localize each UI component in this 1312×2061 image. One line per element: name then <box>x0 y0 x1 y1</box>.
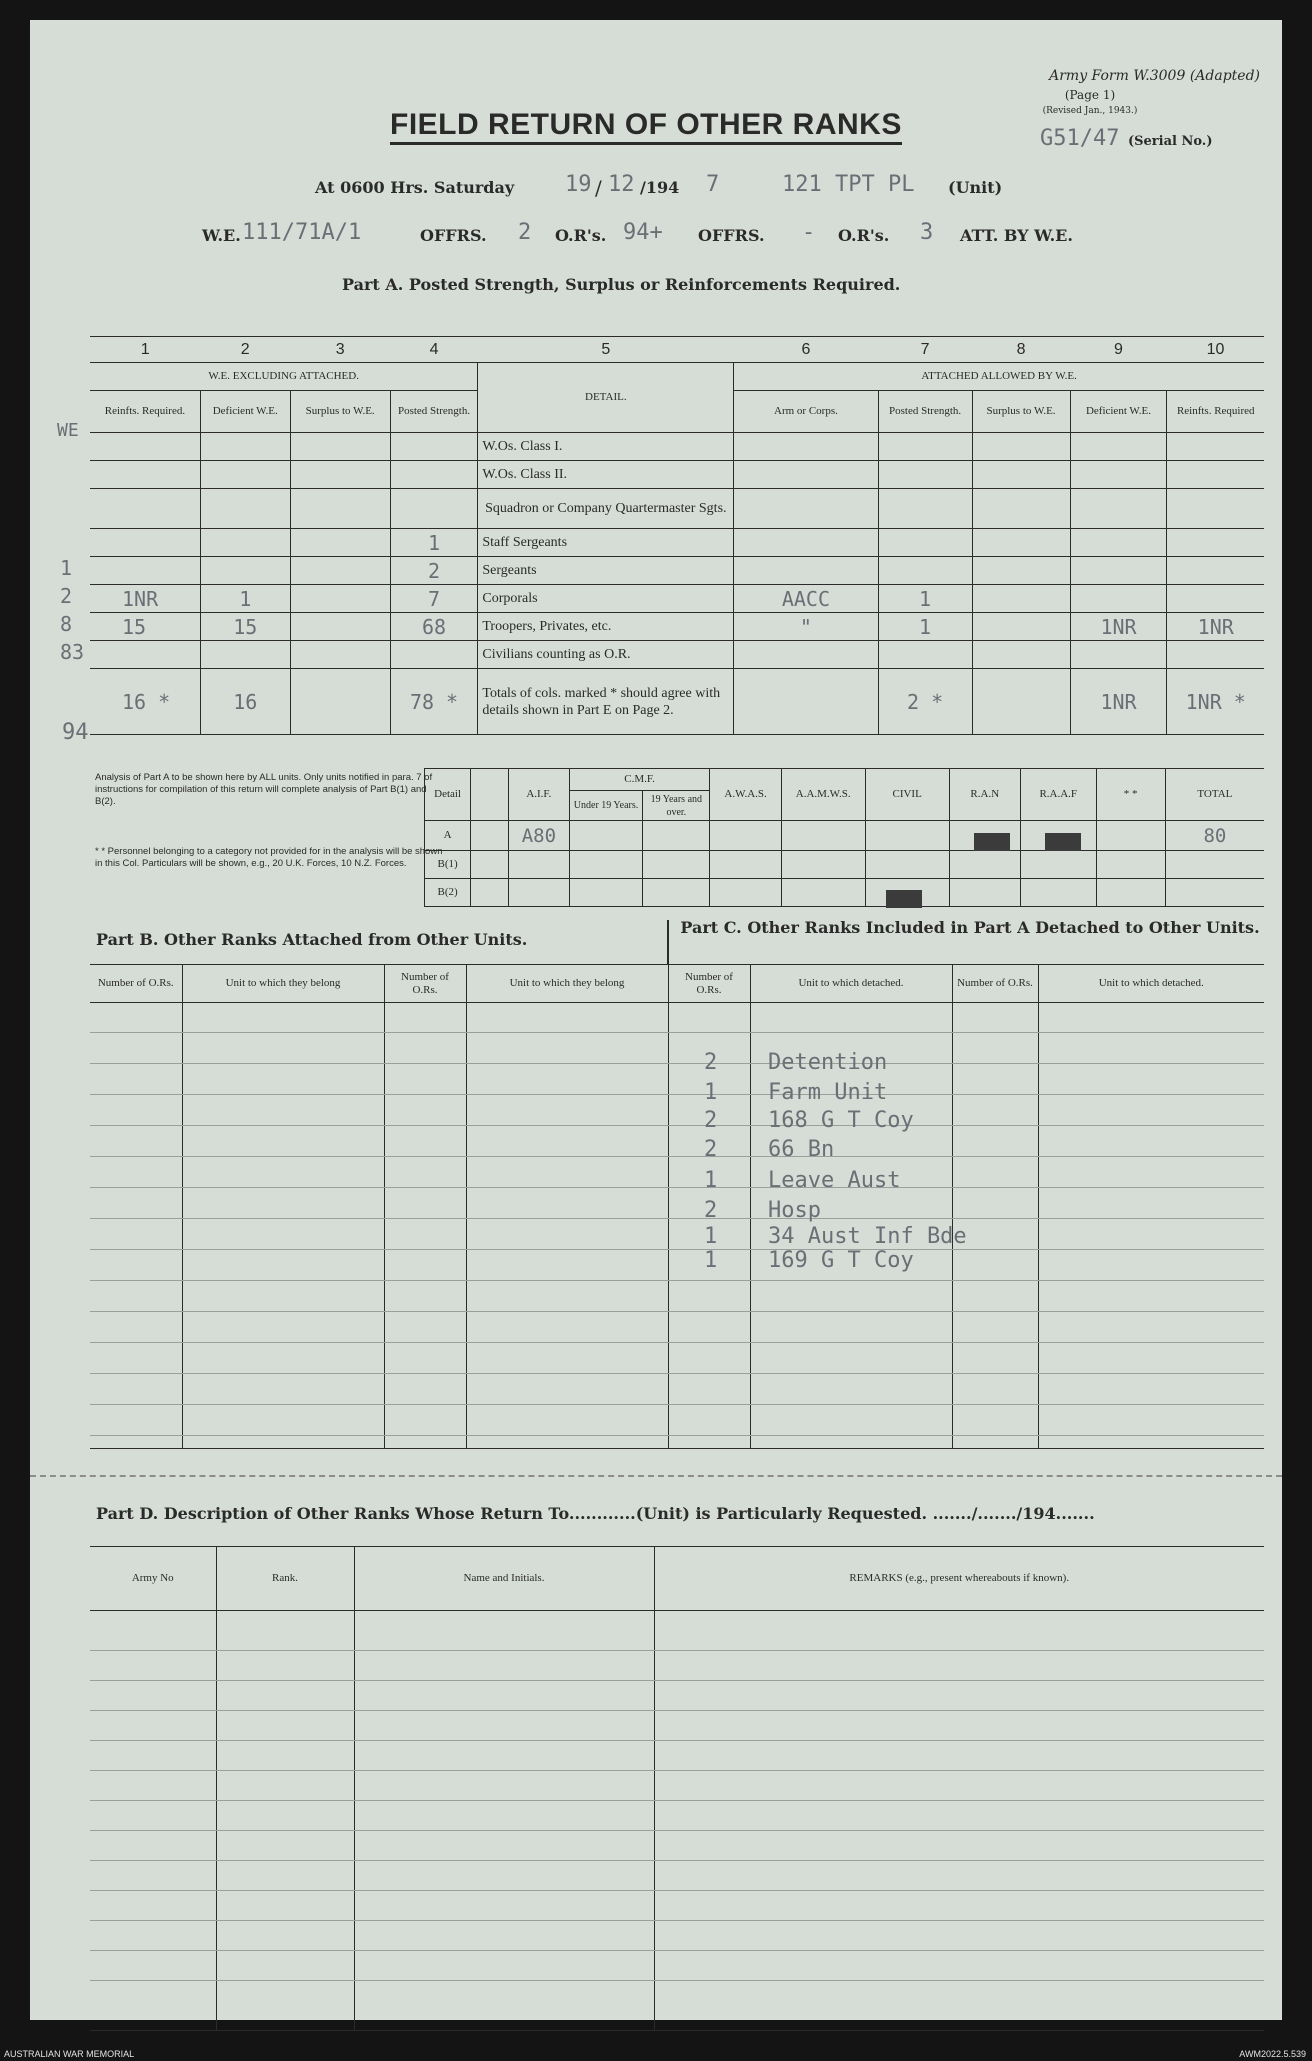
c-unit-header-2: Unit to which detached. <box>1038 965 1264 1003</box>
analysis-detail-header: Detail <box>425 769 471 821</box>
part-a-row: 1NR 1 7 Corporals AACC 1 <box>90 585 1264 613</box>
ors-value: 94+ <box>623 220 663 245</box>
margin-figure: 1 <box>60 556 73 580</box>
ruled-line <box>90 1063 1264 1064</box>
c-num-header-2: Number of O.Rs. <box>952 965 1038 1003</box>
part-c-number: 1 <box>704 1248 718 1273</box>
part-a-title: Part A. Posted Strength, Surplus or Reinforcements Required. <box>342 275 901 294</box>
att-posted-strength-header: Posted Strength. <box>878 391 972 433</box>
ruled-line <box>90 1311 1264 1312</box>
unit-label: (Unit) <box>948 178 1003 197</box>
part-d-table <box>90 1546 1264 2031</box>
ors2-label: O.R's. <box>838 226 890 245</box>
margin-total: 94 <box>62 720 89 745</box>
ruled-line <box>90 1800 1264 1801</box>
ran-header: R.A.N <box>949 769 1020 821</box>
form-revised: (Revised Jan., 1943.) <box>1042 106 1138 116</box>
ruled-line <box>90 1249 1264 1250</box>
part-c-number: 1 <box>704 1168 718 1193</box>
ruled-line <box>90 1404 1264 1405</box>
part-c-number: 2 <box>704 1108 718 1133</box>
part-b-title: Part B. Other Ranks Attached from Other Units. <box>96 930 528 949</box>
form-sheet: Army Form W.3009 (Adapted) (Page 1) (Revised Jan., 1943.) G51/47 (Serial No.) FIELD RETURN OF OTHER RANKS At 0600 Hrs. Saturday 19 / 12 /194 7 121 TPT PL (Unit) W.E. 111/71A/1 OFFRS. 2 O.R's. 94+ OFFRS. - O.R's. 3 ATT. BY W.E. Part A. Posted Strength, Surplus or Reinforcements Required. 1 2 3 4 5 6 7 8 9 10 W.E. EXCLUDING ATTACHED. DETAIL. ATTACHED ALLOWED BY W.E. Reinfts. Required. Deficient W.E. Surplus to W.E. Posted Strength. Arm or Corps. Posted Strength. Surplus to W.E. Deficient W.E. Reinfts. Required W.Os. Class I. W.Os. Class II. Squadron or Company Quartermaster Sgts. 1 Staff Sergeants 2 Sergeants 1NR 1 7 Corporals AACC 1 15 15 68 Troopers, Privates, etc. " 1 1NR 1NR Civilians counting as O.R. 16 * 16 78 * Totals of cols. marked * should agree with details shown in Part E on Page 2. 2 * 1NR 1NR * WE 1 2 8 83 94 Analysis of Part A to be shown here by ALL units. Only units notified in para. 7 of instructions for compilation of this return will complete analysis of Part B(1) and B(2). * * Personnel belonging to a category not provided for in the analysis will be shown in this Col. Particulars will be shown, e.g., 20 U.K. Forces, 10 N.Z. Forces. Detail A.I.F. C.M.F. A.W.A.S. A.A.M.W.S. CIVIL R.A.N R.A.A.F * * TOTAL Under 19 Years. 19 Years and over. A A80 80 B(1) B(2) Part B. Other Ranks Attached from Other Units. Part C. Other Ranks Included in Part A Detached to Other Units. Number of O.Rs. Unit to which they belong Number of O.Rs. Unit to which they belong Number of O.Rs. Unit to which detached. Number of O.Rs. Unit to which detached. 2 Detention 1 Farm Unit 2 168 G T Coy 2 66 Bn 1 Leave Aust 2 Hosp 1 34 Aust Inf Bde 1 169 G T Coy Part D. Description of Other Ranks Whose Return To............(Unit) is Particularly Requested. ......./......./194....... Army No Rank. Name and Initials. REMARKS (e.g., present whereabouts if known). <box>30 20 1282 2020</box>
part-a-row: W.Os. Class II. <box>90 461 1264 489</box>
we-excluding-header: W.E. EXCLUDING ATTACHED. <box>90 363 478 391</box>
part-c-unit: 66 Bn <box>768 1137 835 1162</box>
column-number-row: 1 2 3 4 5 6 7 8 9 10 <box>90 337 1264 363</box>
other-header: * * <box>1096 769 1165 821</box>
redaction-block-raaf <box>1045 833 1081 851</box>
part-c-number: 2 <box>704 1050 718 1075</box>
footer-right: AWM2022.5.539 <box>1239 2049 1306 2059</box>
date-month: 12 <box>608 172 635 197</box>
analysis-a-total: 80 <box>1165 821 1264 851</box>
ruled-line <box>90 1650 1264 1651</box>
b-num-header-1: Number of O.Rs. <box>90 965 182 1003</box>
part-c-unit: 34 Aust Inf Bde <box>768 1224 967 1249</box>
ruled-line <box>90 1032 1264 1033</box>
ruled-line <box>90 1830 1264 1831</box>
reinfts-required-header: Reinfts. Required. <box>90 391 200 433</box>
part-c-unit: Farm Unit <box>768 1080 888 1105</box>
aif-header: A.I.F. <box>508 769 569 821</box>
attached-allowed-header: ATTACHED ALLOWED BY W.E. <box>734 363 1264 391</box>
date-year-prefix: /194 <box>640 178 680 197</box>
c-num-header-1: Number of O.Rs. <box>668 965 750 1003</box>
ruled-line <box>90 1740 1264 1741</box>
ruled-line <box>90 1280 1264 1281</box>
ruled-line <box>90 1680 1264 1681</box>
army-no-header: Army No <box>90 1547 216 1611</box>
att-deficient-header: Deficient W.E. <box>1070 391 1167 433</box>
att-label: ATT. BY W.E. <box>960 226 1073 245</box>
analysis-table <box>424 768 1264 907</box>
part-c-number: 2 <box>704 1137 718 1162</box>
over-19-header: 19 Years and over. <box>643 791 710 821</box>
c-unit-header-1: Unit to which detached. <box>750 965 952 1003</box>
unit-value: 121 TPT PL <box>782 172 915 197</box>
att-reinfts-header: Reinfts. Required <box>1167 391 1264 433</box>
page-title: FIELD RETURN OF OTHER RANKS <box>390 108 902 145</box>
b-num-header-2: Number of O.Rs. <box>384 965 466 1003</box>
tear-line <box>30 1475 1282 1477</box>
part-a-row: 1 Staff Sergeants <box>90 529 1264 557</box>
time-label: At 0600 Hrs. Saturday <box>315 178 515 197</box>
we-value: 111/71A/1 <box>242 220 362 245</box>
ors-label: O.R's. <box>555 226 607 245</box>
footer-left: AUSTRALIAN WAR MEMORIAL <box>4 2049 135 2059</box>
name-header: Name and Initials. <box>354 1547 654 1611</box>
analysis-row-a: A A80 80 <box>425 821 1265 851</box>
posted-strength-header: Posted Strength. <box>390 391 478 433</box>
part-a-table <box>90 336 1264 735</box>
ruled-line <box>90 1156 1264 1157</box>
form-id: Army Form W.3009 (Adapted) <box>1049 68 1260 84</box>
totals-row: 16 * 16 78 * Totals of cols. marked * should agree with details shown in Part E on Page 2. 2 * 1NR 1NR * <box>90 669 1264 735</box>
part-c-unit: Detention <box>768 1050 888 1075</box>
analysis-row-b1: B(1) <box>425 851 1265 879</box>
ruled-line <box>90 1920 1264 1921</box>
form-page: (Page 1) <box>1064 88 1116 102</box>
b-unit-header-1: Unit to which they belong <box>182 965 384 1003</box>
part-c-unit: Leave Aust <box>768 1168 901 1193</box>
margin-figure: 83 <box>60 640 85 664</box>
aamws-header: A.A.M.W.S. <box>781 769 865 821</box>
ruled-line <box>90 1435 1264 1436</box>
ruled-line <box>90 1218 1264 1219</box>
analysis-note-1: Analysis of Part A to be shown here by ALL units. Only units notified in para. 7 of instructions for compilation of this return will complete analysis of Part B(1) and B(2). <box>95 772 433 807</box>
cmf-header: C.M.F. <box>569 769 710 791</box>
analysis-a-aif: A80 <box>508 821 569 851</box>
ruled-line <box>90 1187 1264 1188</box>
awas-header: A.W.A.S. <box>710 769 781 821</box>
ruled-line <box>90 1860 1264 1861</box>
civil-header: CIVIL <box>865 769 949 821</box>
redaction-block-ran <box>974 833 1010 851</box>
arm-corps-header: Arm or Corps. <box>734 391 878 433</box>
detail-header: DETAIL. <box>478 363 734 433</box>
ruled-line <box>90 1890 1264 1891</box>
offrs-value: 2 <box>518 220 532 245</box>
part-d-title: Part D. Description of Other Ranks Whose Return To............(Unit) is Particularly Requested. ......./......./194....... <box>96 1504 1095 1523</box>
part-c-unit: 169 G T Coy <box>768 1248 914 1273</box>
ruled-line <box>90 1125 1264 1126</box>
part-a-row: Squadron or Company Quartermaster Sgts. <box>90 489 1264 529</box>
serial-number: G51/47 <box>1040 126 1120 151</box>
att-surplus-header: Surplus to W.E. <box>972 391 1070 433</box>
serial-label: (Serial No.) <box>1128 134 1213 149</box>
ors2-value: 3 <box>920 220 934 245</box>
part-bc-table <box>90 964 1264 1449</box>
ruled-line <box>90 1094 1264 1095</box>
we-label: W.E. <box>202 226 241 245</box>
ruled-line <box>90 1710 1264 1711</box>
deficient-we-header: Deficient W.E. <box>200 391 290 433</box>
part-c-number: 1 <box>704 1080 718 1105</box>
offrs2-label: OFFRS. <box>698 226 765 245</box>
b-unit-header-2: Unit to which they belong <box>466 965 668 1003</box>
total-header: TOTAL <box>1165 769 1264 821</box>
analysis-note-2: * * Personnel belonging to a category not provided for in the analysis will be shown in this Col. Particulars will be shown, e.g., 20 U.K. Forces, 10 N.Z. Forces. <box>95 846 443 869</box>
part-c-number: 1 <box>704 1224 718 1249</box>
ruled-line <box>90 1770 1264 1771</box>
date-day: 19 <box>565 172 592 197</box>
part-a-row: W.Os. Class I. <box>90 433 1264 461</box>
ruled-line <box>90 1342 1264 1343</box>
part-c-title: Part C. Other Ranks Included in Part A Detached to Other Units. <box>680 918 1260 937</box>
we-margin-label: WE <box>57 420 79 441</box>
remarks-header: REMARKS (e.g., present whereabouts if known). <box>654 1547 1264 1611</box>
part-c-unit: Hosp <box>768 1198 821 1223</box>
margin-figure: 2 <box>60 584 73 608</box>
margin-figure: 8 <box>60 612 73 636</box>
date-year-digit: 7 <box>706 172 720 197</box>
analysis-row-b2: B(2) <box>425 879 1265 907</box>
under-19-header: Under 19 Years. <box>569 791 642 821</box>
raaf-header: R.A.A.F <box>1020 769 1096 821</box>
part-a-row: 15 15 68 Troopers, Privates, etc. " 1 1NR 1NR <box>90 613 1264 641</box>
offrs2-value: - <box>802 220 816 245</box>
redaction-block-civil <box>886 890 922 908</box>
part-a-row: 2 Sergeants <box>90 557 1264 585</box>
surplus-we-header: Surplus to W.E. <box>290 391 390 433</box>
ruled-line <box>90 1980 1264 1981</box>
offrs-label: OFFRS. <box>420 226 487 245</box>
part-a-row: Civilians counting as O.R. <box>90 641 1264 669</box>
rank-header: Rank. <box>216 1547 354 1611</box>
ruled-line <box>90 1950 1264 1951</box>
part-c-unit: 168 G T Coy <box>768 1108 914 1133</box>
part-c-number: 2 <box>704 1198 718 1223</box>
ruled-line <box>90 1373 1264 1374</box>
